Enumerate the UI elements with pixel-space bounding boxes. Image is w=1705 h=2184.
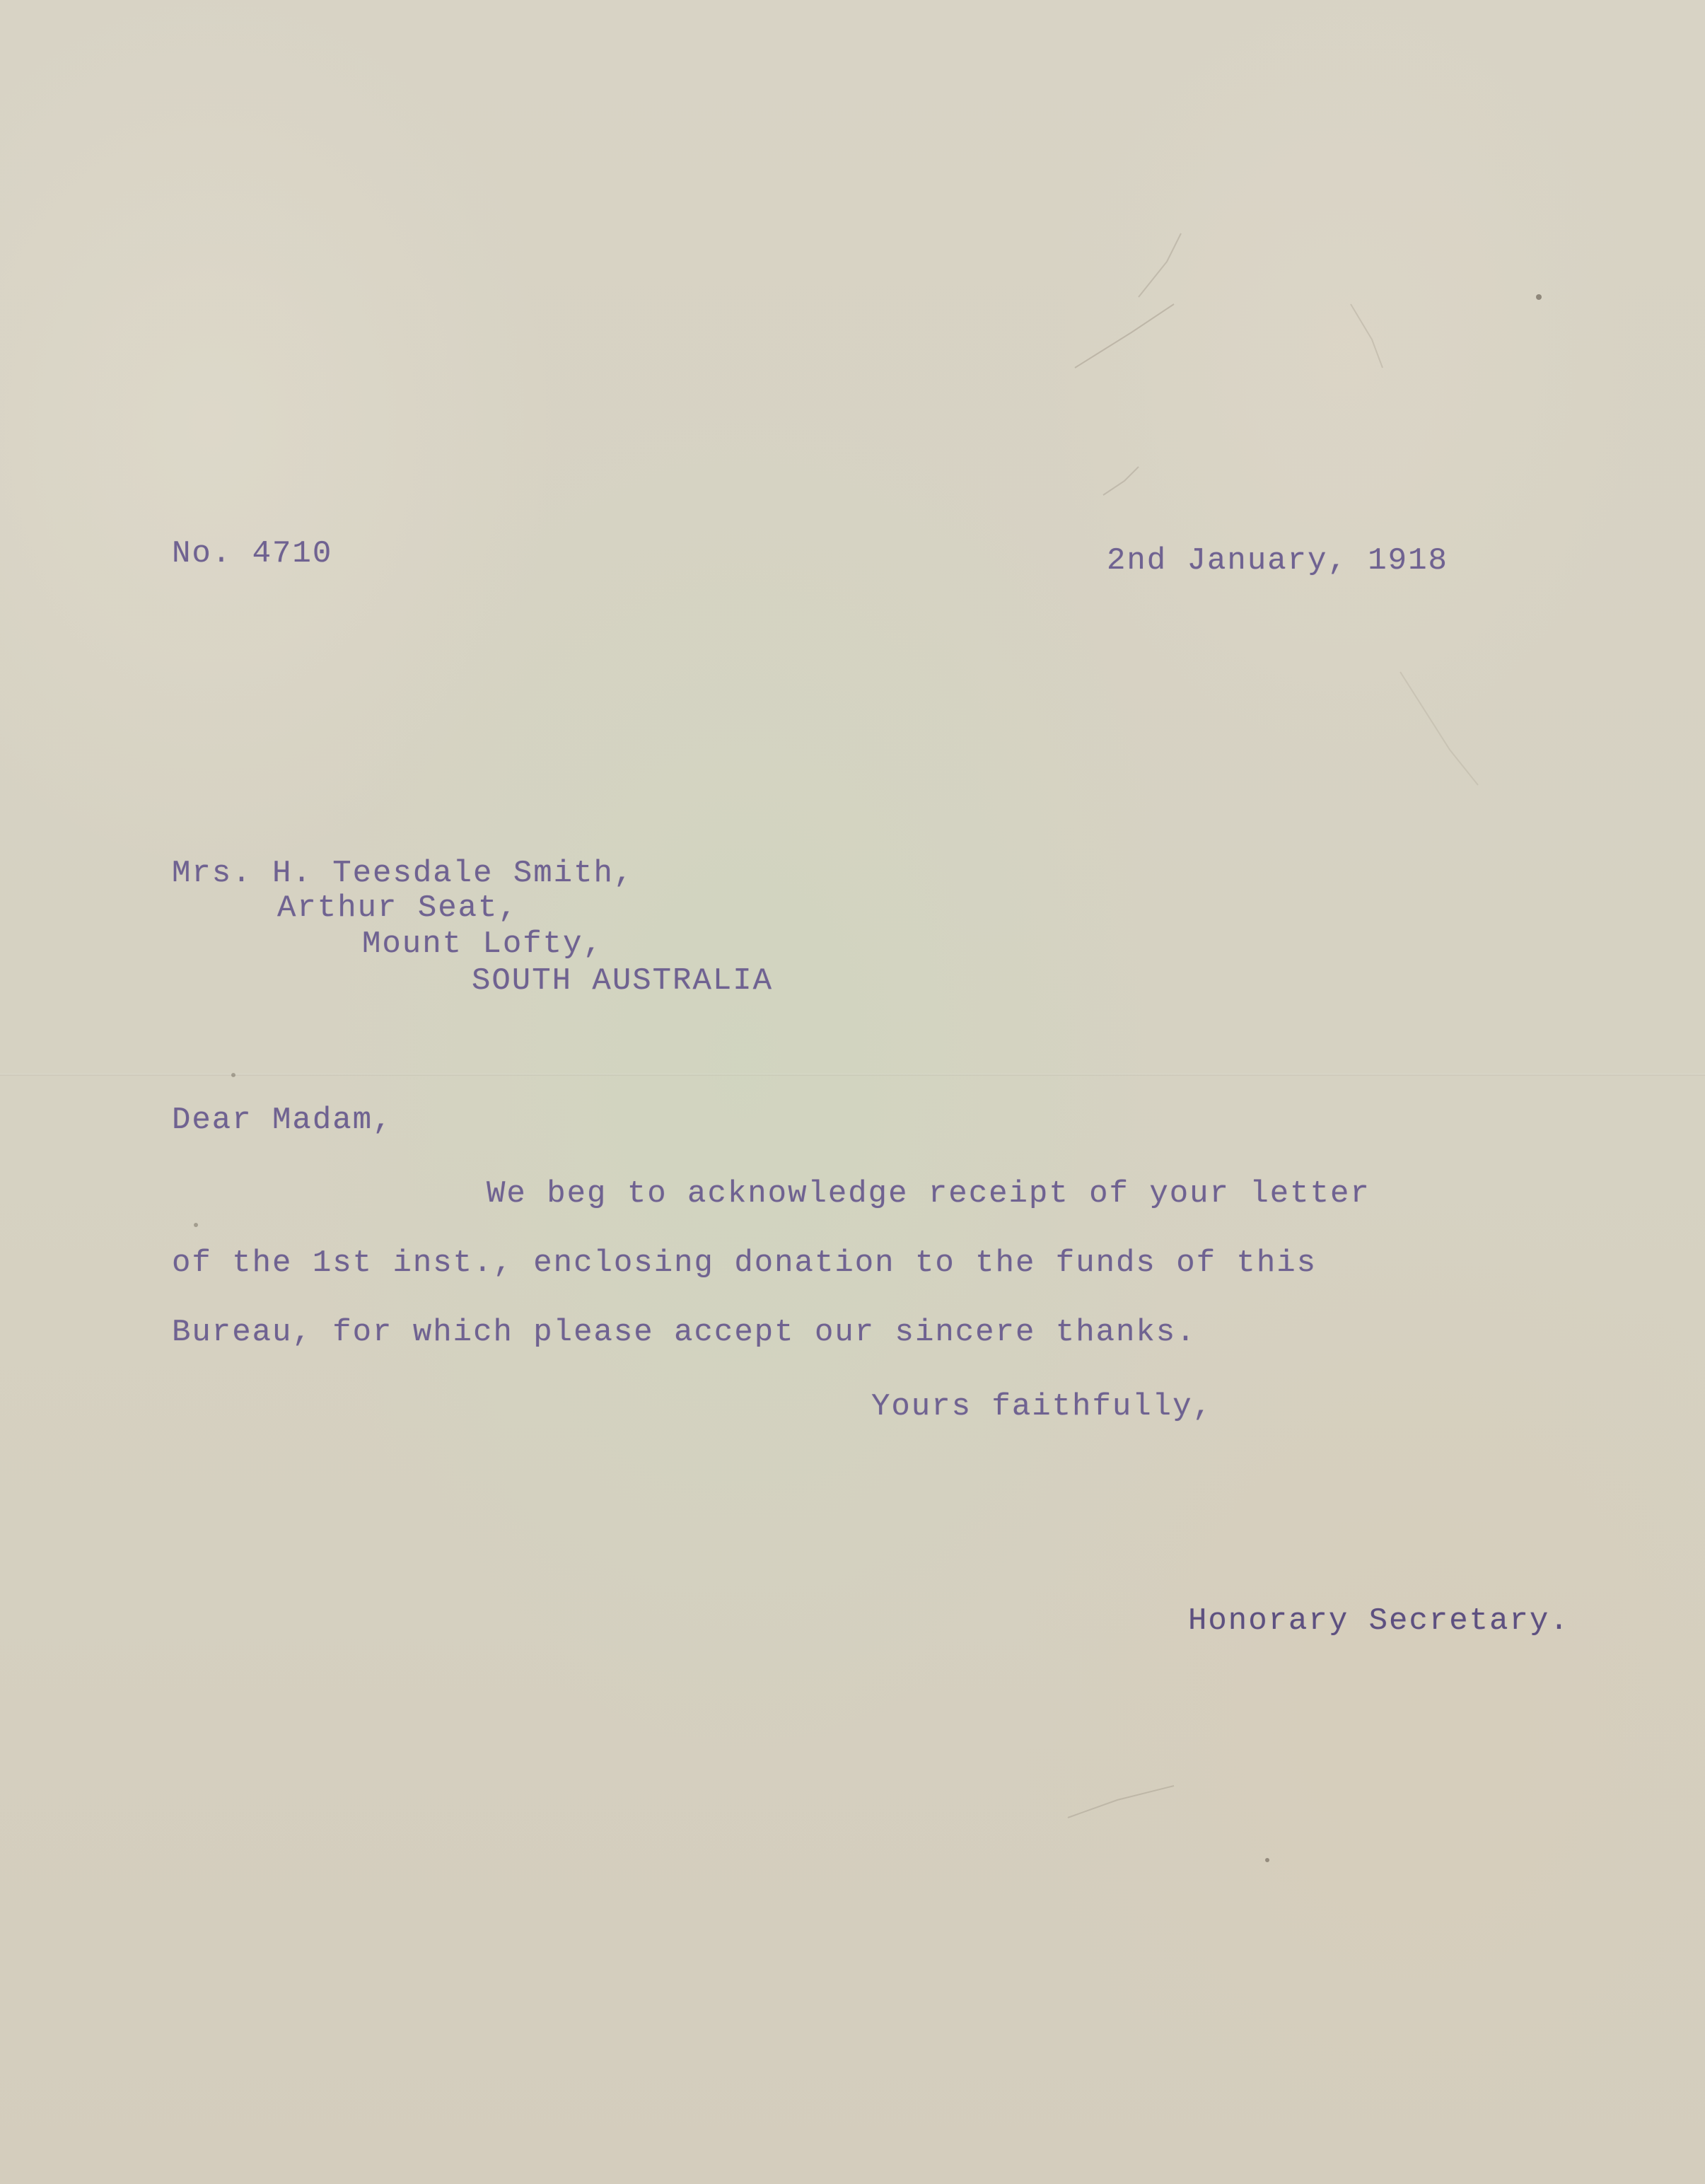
closing: Yours faithfully, <box>871 1389 1213 1424</box>
letter-date: 2nd January, 1918 <box>1107 543 1448 579</box>
signatory-title: Honorary Secretary. <box>1188 1603 1570 1639</box>
reference-number: No. 4710 <box>172 536 333 571</box>
recipient-address-line: Mount Lofty, <box>362 927 603 962</box>
paper-fold-line <box>0 1074 1705 1076</box>
body-line: We beg to acknowledge receipt of your letter <box>487 1176 1371 1212</box>
salutation: Dear Madam, <box>172 1103 393 1138</box>
body-line: Bureau, for which please accept our sincere thanks. <box>172 1315 1197 1350</box>
recipient-country: SOUTH AUSTRALIA <box>472 963 774 999</box>
recipient-name: Mrs. H. Teesdale Smith, <box>172 856 634 891</box>
body-line: of the 1st inst., enclosing donation to the funds of this <box>172 1245 1317 1281</box>
recipient-address-line: Arthur Seat, <box>277 890 518 926</box>
